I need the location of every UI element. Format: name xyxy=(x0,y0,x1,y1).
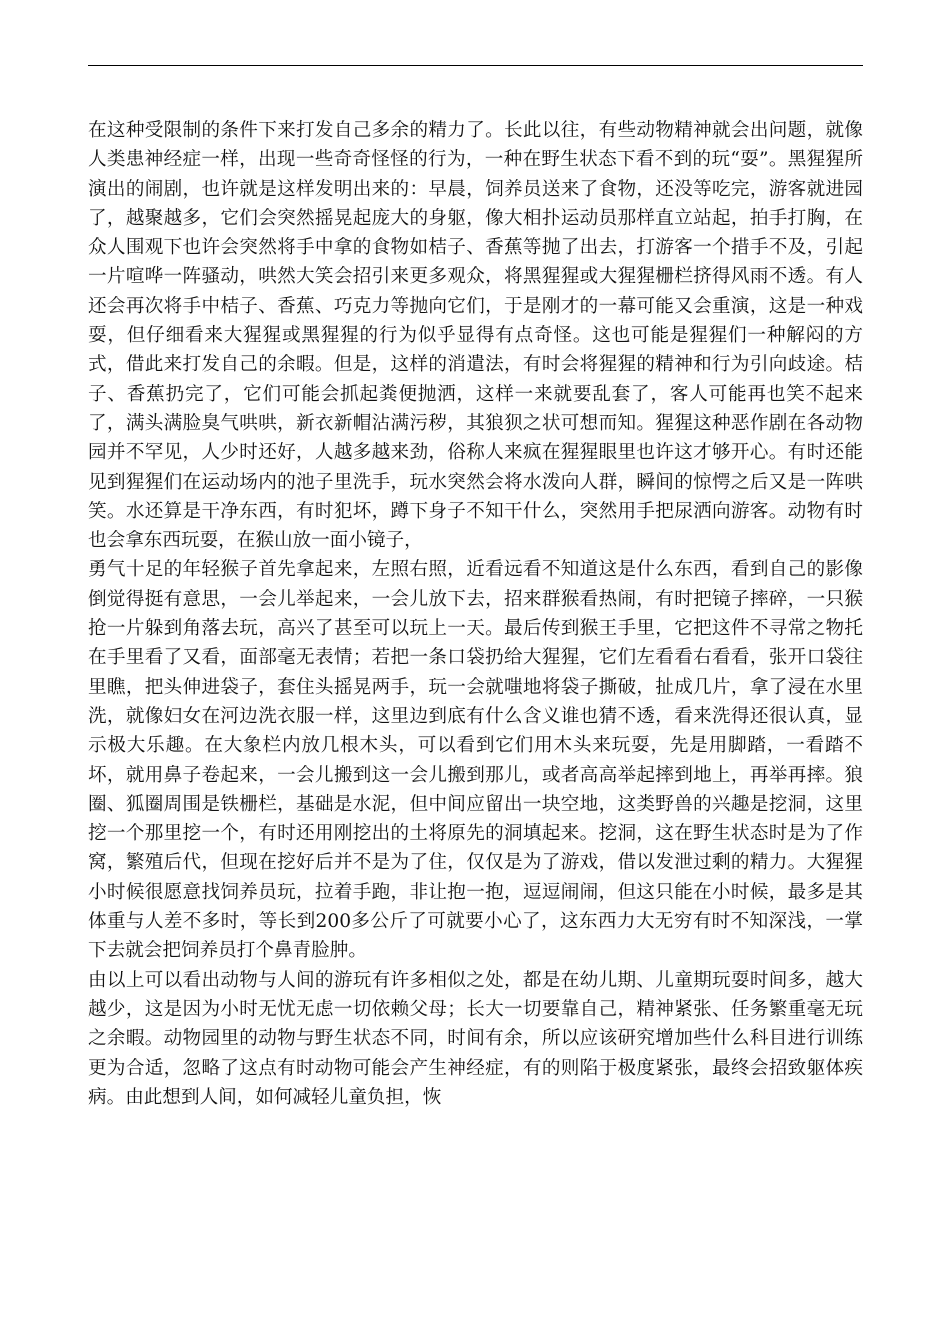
body-text xyxy=(88,116,863,1112)
paragraph: 在这种受限制的条件下来打发自己多余的精力了。长此以往，有些动物精神就会出问题，就像人类患神经症一样，出现一些奇奇怪怪的行为，一种在野生状态下看不到的玩“耍”。黑猩猩所演出的闹剧，也许就是这样发明出来的：早晨，饲养员送来了食物，还没等吃完，游客就进园了，越聚越多，它们会突然摇晃起庞大的身躯，像大相扑运动员那样直立站起，拍手打胸，在众人围观下也许会突然将手中拿的食物如桔子、香蕉等抛了出去，打游客一个措手不及，引起一片喧哗一阵骚动，哄然大笑会招引来更多观众，将黑猩猩或大猩猩栅栏挤得风雨不透。有人还会再次将手中桔子、香蕉、巧克力等抛向它们，于是刚才的一幕可能又会重演，这是一种戏耍，但仔细看来大猩猩或黑猩猩的行为似乎显得有点奇怪。这也可能是猩猩们一种解闷的方式，借此来打发自己的余暇。但是，这样的消遣法，有时会将猩猩的精神和行为引向歧途。桔子、香蕉扔完了，它们可能会抓起粪便抛洒，这样一来就要乱套了，客人可能再也笑不起来了，满头满脸臭气哄哄，新衣新帽沾满污秽，其狼狈之状可想而知。猩猩这种恶作剧在各动物园并不罕见，人少时还好，人越多越来劲，俗称人来疯在猩猩眼里也许这才够开心。有时还能见到猩猩们在运动场内的池子里洗手，玩水突然会将水泼向人群，瞬间的惊愕之后又是一阵哄笑。水还算是干净东西，有时犯坏，蹲下身子不知干什么，突然用手把尿洒向游客。动物有时也会拿东西玩耍，在猴山放一面小镜子， xyxy=(88,120,863,552)
paragraph: 由以上可以看出动物与人间的游玩有许多相似之处，都是在幼儿期、儿童期玩耍时间多，越大越少，这是因为小时无忧无虑一切依赖父母；长大一切要靠自己，精神紧张、任务繁重毫无玩之余暇。动物园里的动物与野生状态不同，时间有余，所以应该研究增加些什么科目进行训练更为合适，忽略了这点有时动物可能会产生神经症，有的则陷于极度紧张，最终会招致躯体疾病。由此想到人间，如何减轻儿童负担，恢 xyxy=(88,969,863,1108)
paragraph: 勇气十足的年轻猴子首先拿起来，左照右照，近看远看不知道这是什么东西，看到自己的影像倒觉得挺有意思，一会儿举起来，一会儿放下去，招来群猴看热闹，有时把镜子摔碎，一只猴抢一片躲到角落去玩，高兴了甚至可以玩上一天。最后传到猴王手里，它把这件不寻常之物托在手里看了又看，面部毫无表情；若把一条口袋扔给大猩猩，它们左看看右看看，张开口袋往里瞧，把头伸进袋子，套住头摇晃两手，玩一会就嗤地将袋子撕破，扯成几片，拿了浸在水里洗，就像妇女在河边洗衣服一样，这里边到底有什么含义谁也猜不透，看来洗得还很认真，显示极大乐趣。在大象栏内放几根木头，可以看到它们用木头来玩耍，先是用脚踏，一看踏不坏，就用鼻子卷起来，一会儿搬到这一会儿搬到那儿，或者高高举起摔到地上，再举再摔。狼圈、狐圈周围是铁栅栏，基础是水泥，但中间应留出一块空地，这类野兽的兴趣是挖洞，这里挖一个那里挖一个，有时还用刚挖出的土将原先的洞填起来。挖洞，这在野生状态时是为了作窝，繁殖后代，但现在挖好后并不是为了住，仅仅是为了游戏，借以发泄过剩的精力。大猩猩小时候很愿意找饲养员玩，拉着手跑，非让抱一抱，逗逗闹闹，但这只能在小时候，最多是其体重与人差不多时，等长到200多公斤了可就要小心了，这东西力大无穷有时不知深浅，一掌下去就会把饲养员打个鼻青脸肿。 xyxy=(88,559,863,962)
header-rule xyxy=(88,65,863,66)
